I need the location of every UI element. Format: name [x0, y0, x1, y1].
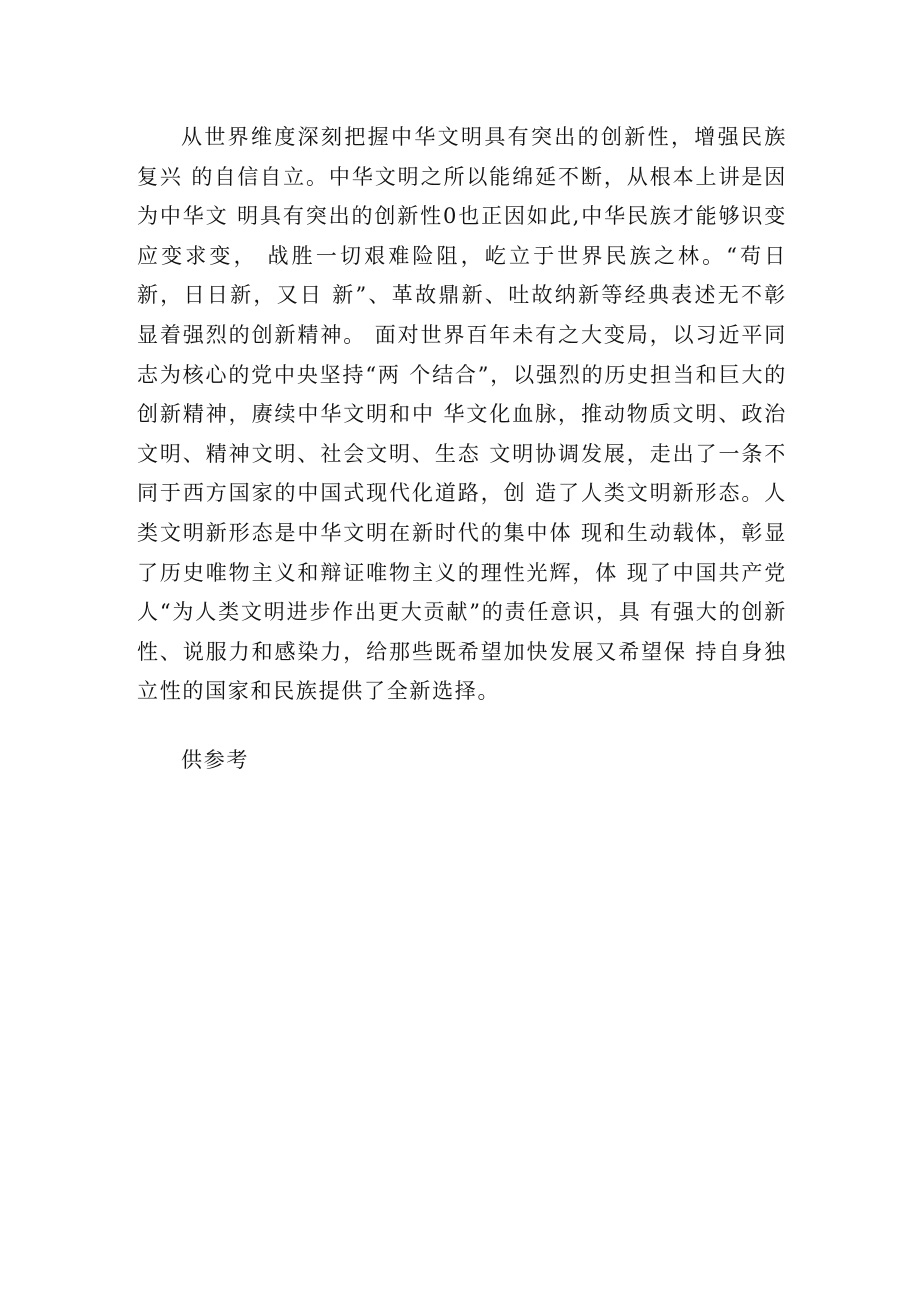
- body-paragraph: 从世界维度深刻把握中华文明具有突出的创新性，增强民族复兴 的自信自立。中华文明之所以能绵延不断，从根本上讲是因为中华文 明具有突出的创新性0也正因如此,中华民族才能够识变应变求变， 战胜一切艰难险阻，屹立于世界民族之林。“苟日新，日日新，又日 新”、革故鼎新、吐故纳新等经典表述无不彰显着强烈的创新精神。 面对世界百年未有之大变局，以习近平同志为核心的党中央坚持“两 个结合”，以强烈的历史担当和巨大的创新精神，赓续中华文明和中 华文化血脉，推动物质文明、政治文明、精神文明、社会文明、生态 文明协调发展，走出了一条不同于西方国家的中国式现代化道路，创 造了人类文明新形态。人类文明新形态是中华文明在新时代的集中体 现和生动载体，彰显了历史唯物主义和辩证唯物主义的理性光辉，体 现了中国共产党人“为人类文明进步作出更大贡献”的责任意识，具 有强大的创新性、说服力和感染力，给那些既希望加快发展又希望保 持自身独立性的国家和民族提供了全新选择。: [137, 125, 787, 704]
- document-body: [137, 118, 787, 781]
- closing-note: 供参考: [181, 747, 250, 772]
